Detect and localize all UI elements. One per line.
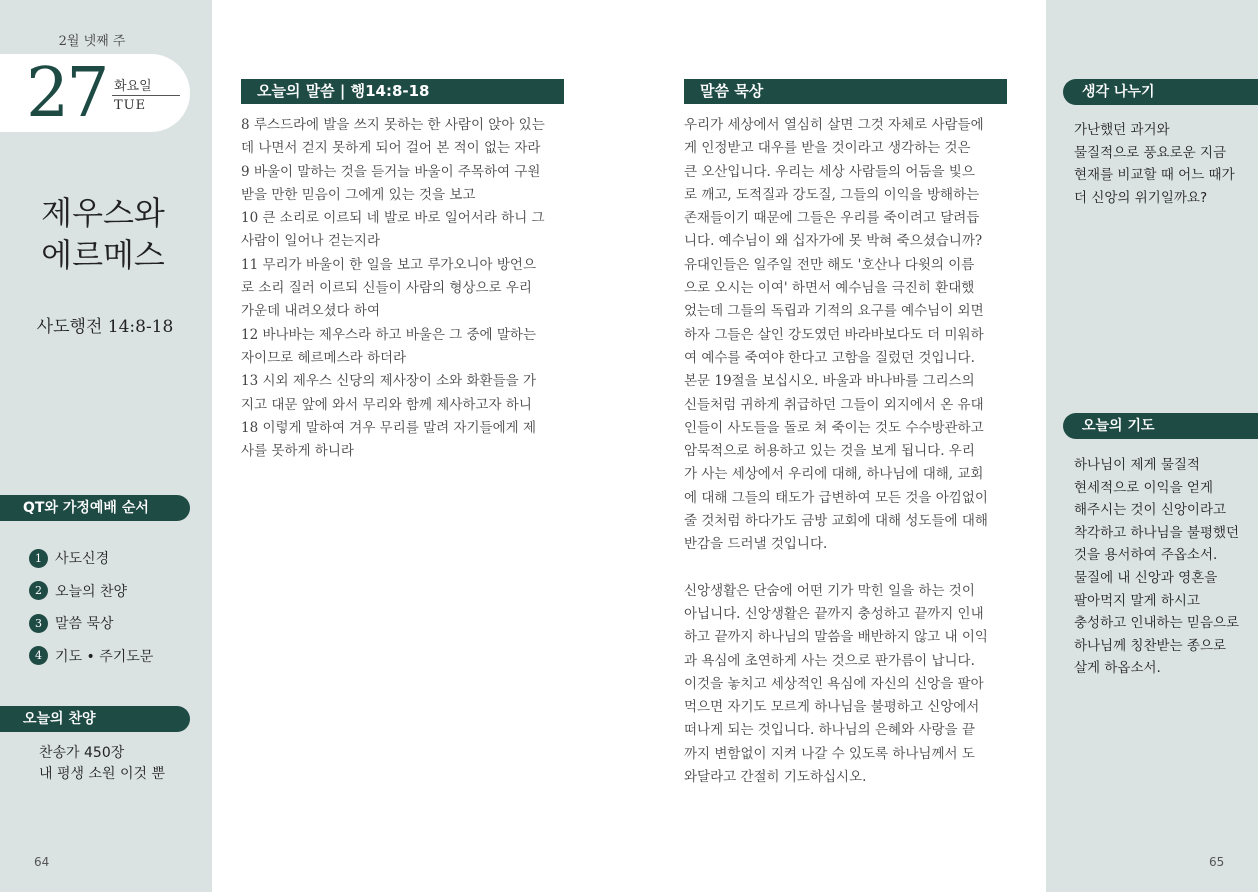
meditation-line: 게 인정받고 대우를 받을 것이라고 생각하는 것은 (684, 140, 971, 157)
day-number: 27 (26, 54, 107, 133)
order-list (29, 542, 153, 672)
meditation-line: 먹으면 자기도 모르게 하나님을 불평하고 신앙에서 (684, 699, 980, 716)
prayer-line: 것을 용서하여 주옵소서. (1074, 547, 1218, 564)
step-number-badge: 2 (29, 581, 48, 600)
verse-line: 받을 만한 믿음이 그에게 있는 것을 보고 (241, 186, 476, 203)
verse-line: 12 바나바는 제우스라 하고 바울은 그 중에 말하는 (241, 326, 536, 343)
order-item-label: 사도신경 (55, 551, 110, 568)
prayer-line: 하나님이 제게 물질적 (1074, 457, 1200, 473)
meditation-line: 존재들이기 때문에 그들은 우리를 죽이려고 달려듭 (684, 210, 980, 227)
verse-line: 8 루스드라에 발을 쓰지 못하는 한 사람이 앉아 있는 (241, 117, 545, 133)
verse-line: 가운데 내려오셨다 하여 (241, 303, 380, 320)
verse-line: 사람이 일어나 걷는지라 (241, 233, 380, 250)
verse-line: 자이므로 헤르메스라 하더라 (241, 349, 407, 366)
order-item-label: 말씀 묵상 (55, 616, 114, 633)
meditation-line: 유대인들은 일주일 전만 해도 '호산나 다윗의 이름 (684, 256, 975, 273)
meditation-line: 본문 19절을 보십시오. 바울과 바나바를 그리스의 (684, 373, 975, 390)
meditation-line: 이것을 놓치고 세상적인 욕심에 자신의 신앙을 팔아 (684, 675, 984, 692)
order-item (29, 607, 153, 640)
meditation-line: 하자 그들은 살인 강도였던 바라바보다도 더 미워하 (684, 326, 984, 343)
prayer-text (1074, 454, 1254, 680)
prayer-line: 살게 하옵소서. (1074, 660, 1161, 677)
meditation-line: 까지 변함없이 지켜 나갈 수 있도록 하나님께서 도 (684, 745, 975, 762)
order-item (29, 640, 153, 673)
word-heading: 오늘의 말씀 | 행14:8-18 (241, 79, 564, 104)
prayer-line: 착각하고 하나님을 불평했던 (1074, 524, 1240, 541)
share-line: 더 신앙의 위기일까요? (1074, 189, 1208, 206)
meditation-line: 우리가 세상에서 열심히 살면 그것 자체로 사람들에 (684, 117, 984, 133)
meditation-heading: 말씀 묵상 (684, 79, 1007, 104)
share-heading: 생각 나누기 (1063, 79, 1258, 105)
order-item (29, 542, 153, 575)
word-text (241, 114, 567, 463)
verse-line: 지고 대문 앞에 와서 무리와 함께 제사하고자 하니 (241, 396, 532, 413)
share-line: 가난했던 과거와 (1074, 122, 1170, 138)
weekday-divider (112, 95, 180, 96)
weekday-english: TUE (114, 98, 147, 113)
meditation-line: 로 깨고, 도적질과 강도질, 그들의 이익을 방해하는 (684, 186, 980, 203)
step-number-badge: 4 (29, 646, 48, 665)
meditation-line: 와달라고 간절히 기도하십시오. (684, 769, 867, 786)
meditation-line: 줄 것처럼 하다가도 금방 교회에 대해 성도들에 대해 (684, 513, 988, 530)
prayer-line: 충성하고 인내하는 믿음으로 (1074, 615, 1240, 632)
page-number-left: 64 (34, 855, 50, 869)
order-item-label: 기도 • 주기도문 (55, 648, 154, 665)
verse-line: 10 큰 소리로 이르되 네 발로 바로 일어서라 하니 그 (241, 210, 545, 227)
meditation-text (684, 114, 1010, 789)
meditation-line: 가 사는 세상에서 우리에 대해, 하나님에 대해, 교회 (684, 466, 984, 483)
prayer-line: 하나님께 칭찬받는 종으로 (1074, 637, 1227, 654)
share-text (1074, 119, 1254, 209)
paragraph-gap (684, 557, 1010, 580)
verse-line: 로 소리 질러 이르되 신들이 사람의 형상으로 우리 (241, 280, 532, 297)
meditation-line: 큰 오산입니다. 우리는 세상 사람들의 어둠을 빛으 (684, 163, 975, 180)
meditation-line: 떠나게 되는 것입니다. 하나님의 은혜와 사랑을 끝 (684, 722, 975, 739)
verse-line: 데 나면서 걷지 못하게 되어 걸어 본 적이 없는 자라 (241, 140, 541, 157)
week-label: 2월 넷째 주 (58, 34, 126, 49)
meditation-line: 에 대해 그들의 태도가 급변하여 모든 것을 아낌없이 (684, 489, 988, 506)
meditation-line: 여 예수를 죽여야 한다고 고함을 질렀던 것입니다. (684, 349, 975, 366)
step-number-badge: 1 (29, 549, 48, 568)
meditation-line: 반감을 드러낼 것입니다. (684, 536, 828, 553)
prayer-line: 해주시는 것이 신앙이라고 (1074, 502, 1227, 519)
hymn-line: 찬송가 450장 (39, 745, 125, 761)
meditation-line: 신들처럼 귀하게 취급하던 그들이 외지에서 온 유대 (684, 396, 984, 413)
prayer-line: 물질에 내 신앙과 영혼을 (1074, 569, 1218, 586)
order-item (29, 575, 153, 608)
hymn-heading: 오늘의 찬양 (0, 706, 190, 732)
prayer-heading: 오늘의 기도 (1063, 413, 1258, 439)
share-line: 현재를 비교할 때 어느 때가 (1074, 167, 1235, 184)
hymn-info (39, 743, 165, 785)
prayer-line: 현세적으로 이익을 얻게 (1074, 479, 1213, 496)
verse-line: 사를 못하게 하니라 (241, 443, 354, 460)
meditation-line: 아닙니다. 신앙생활은 끝까지 충성하고 끝까지 인내 (684, 605, 984, 622)
meditation-line: 하고 끝까지 하나님의 말씀을 배반하지 않고 내 이익 (684, 629, 988, 646)
page-title (0, 192, 206, 276)
title-line: 제우스와 (41, 194, 165, 232)
share-line: 물질적으로 풍요로운 지금 (1074, 144, 1227, 161)
meditation-line: 과 욕심에 초연하게 사는 것으로 판가름이 납니다. (684, 652, 975, 669)
prayer-line: 팔아먹지 말게 하시고 (1074, 592, 1200, 609)
verse-line: 9 바울이 말하는 것을 듣거늘 바울이 주목하여 구원 (241, 163, 541, 180)
verse-line: 13 시외 제우스 신당의 제사장이 소와 화환들을 가 (241, 373, 536, 390)
order-item-label: 오늘의 찬양 (55, 583, 128, 600)
title-line: 에르메스 (41, 236, 165, 274)
meditation-line: 암묵적으로 허용하고 있는 것을 보게 됩니다. 우리 (684, 443, 975, 460)
verse-line: 11 무리가 바울이 한 일을 보고 루가오니아 방언으 (241, 256, 536, 273)
meditation-line: 으로 오시는 이여' 하면서 예수님을 극진히 환대했 (684, 280, 975, 297)
meditation-line: 었는데 그들의 독립과 기적의 요구를 예수님이 외면 (684, 303, 984, 320)
order-heading: QT와 가정예배 순서 (0, 495, 190, 521)
meditation-line: 신앙생활은 단숨에 어떤 기가 막힌 일을 하는 것이 (684, 582, 975, 599)
weekday-korean: 화요일 (114, 79, 152, 94)
page-number-right: 65 (1209, 855, 1225, 869)
meditation-line: 인들이 사도들을 돌로 쳐 죽이는 것도 수수방관하고 (684, 419, 984, 436)
scripture-reference: 사도행전 14:8-18 (36, 317, 174, 337)
hymn-line: 내 평생 소원 이것 뿐 (39, 766, 165, 782)
verse-line: 18 이렇게 말하여 겨우 무리를 말려 자기들에게 제 (241, 419, 536, 436)
meditation-line: 니다. 예수님이 왜 십자가에 못 박혀 죽으셨습니까? (684, 233, 983, 250)
step-number-badge: 3 (29, 614, 48, 633)
